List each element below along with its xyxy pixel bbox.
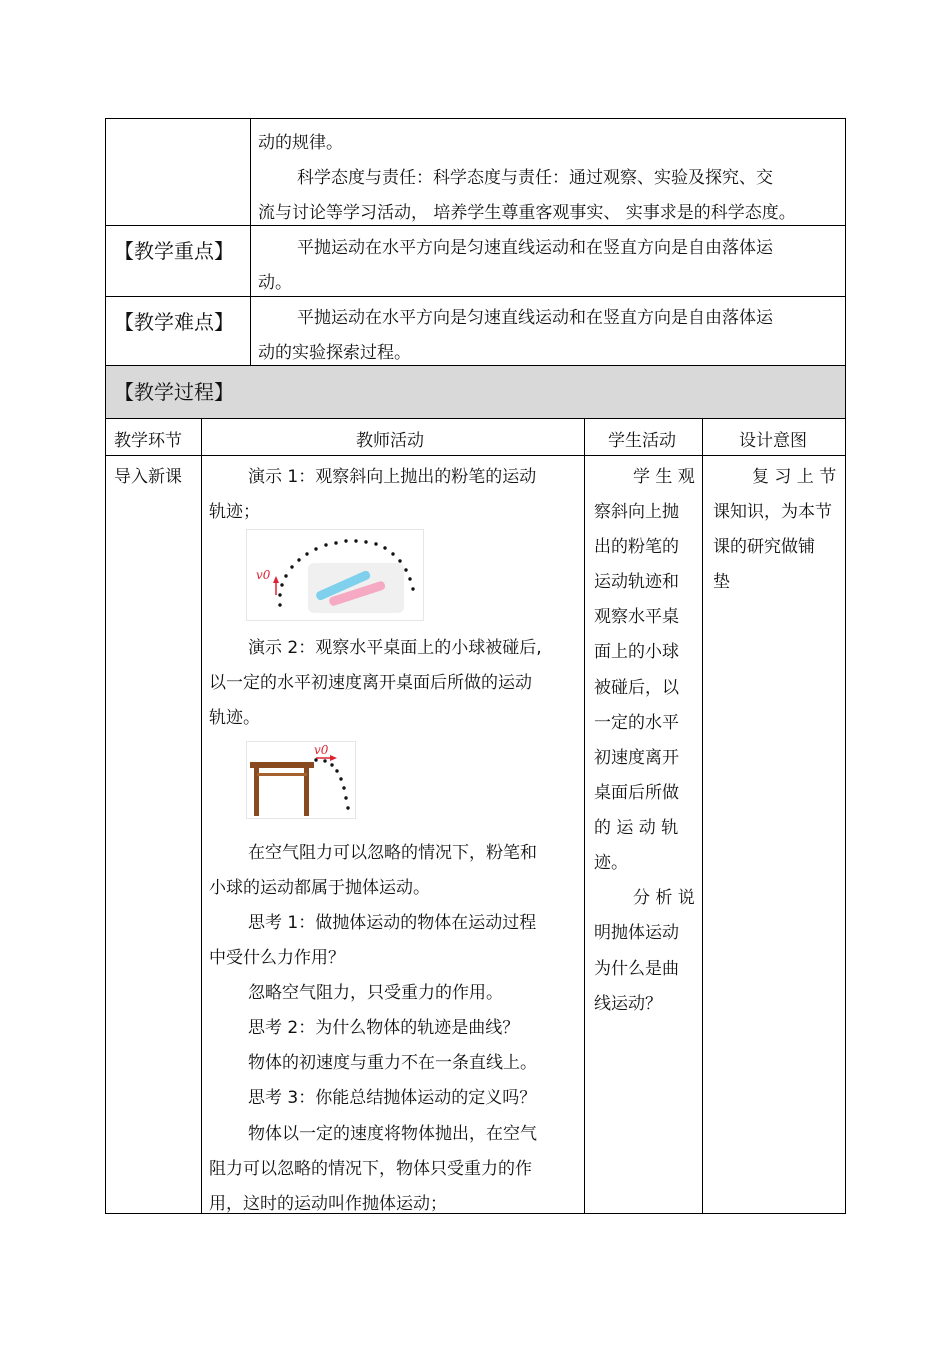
teacher-line: 物体的初速度与重力不在一条直线上。 [248, 1053, 537, 1073]
column-header-intent: 设计意图 [739, 431, 807, 451]
key-points-text: 平抛运动在水平方向是匀速直线运动和在竖直方向是自由落体运 [297, 238, 773, 258]
student-line: 初速度离开 [594, 748, 679, 768]
student-line: 面上的小球 [594, 642, 679, 662]
student-line: 一定的水平 [594, 713, 679, 733]
teacher-line: 演示 2：观察水平桌面上的小球被碰后, [248, 638, 542, 658]
key-points-label: 【教学重点】 [114, 239, 234, 263]
teacher-line: 忽略空气阻力，只受重力的作用。 [248, 983, 503, 1003]
student-line: 分 析 说 [633, 888, 695, 908]
process-label: 【教学过程】 [114, 380, 234, 404]
key-points-text: 动。 [258, 273, 292, 293]
teacher-line: 轨迹； [209, 502, 260, 522]
column-header-teacher: 教师活动 [356, 431, 424, 451]
difficulties-text: 平抛运动在水平方向是匀速直线运动和在竖直方向是自由落体运 [297, 308, 773, 328]
stage-cell: 导入新课 [114, 467, 182, 487]
objective-text-line: 流与讨论等学习活动， 培养学生尊重客观事实、 实事求是的科学态度。 [258, 203, 796, 223]
student-line: 察斜向上抛 [594, 502, 679, 522]
column-header-stage: 教学环节 [114, 431, 182, 451]
student-line: 运动轨迹和 [594, 572, 679, 592]
difficulties-text: 动的实验探索过程。 [258, 343, 411, 363]
intent-line: 垫 [713, 572, 730, 592]
intent-line: 课知识，为本节 [713, 502, 832, 522]
teacher-line: 思考 3：你能总结抛体运动的定义吗？ [248, 1088, 537, 1108]
teacher-line: 小球的运动都属于抛体运动。 [209, 878, 430, 898]
intent-line: 课的研究做铺 [713, 537, 815, 557]
student-line: 明抛体运动 [594, 923, 679, 943]
intent-line: 复 习 上 节 [752, 467, 837, 487]
difficulties-label: 【教学难点】 [114, 310, 234, 334]
student-line: 学 生 观 [633, 467, 695, 487]
student-line: 的 运 动 轨 [594, 818, 679, 838]
student-line: 桌面后所做 [594, 783, 679, 803]
teacher-line: 阻力可以忽略的情况下，物体只受重力的作 [209, 1159, 532, 1179]
objective-text-line: 科学态度与责任：科学态度与责任：通过观察、实验及探究、交 [297, 168, 773, 188]
student-line: 观察水平桌 [594, 607, 679, 627]
table-ball-figure [246, 741, 356, 819]
student-line: 出的粉笔的 [594, 537, 679, 557]
teacher-line: 思考 2：为什么物体的轨迹是曲线？ [248, 1018, 520, 1038]
column-header-student: 学生活动 [608, 431, 676, 451]
student-line: 为什么是曲 [594, 959, 679, 979]
teacher-line: 物体以一定的速度将物体抛出，在空气 [248, 1124, 537, 1144]
student-line: 线运动？ [594, 994, 662, 1014]
student-line: 迹。 [594, 853, 628, 873]
teacher-line: 轨迹。 [209, 708, 260, 728]
velocity-label: v0 [314, 743, 329, 757]
teacher-line: 思考 1：做抛体运动的物体在运动过程 [248, 913, 537, 933]
objective-text-line: 动的规律。 [258, 133, 343, 153]
teacher-line: 演示 1：观察斜向上抛出的粉笔的运动 [248, 467, 537, 487]
chalk-trajectory-figure [246, 529, 424, 621]
student-line: 被碰后，以 [594, 678, 679, 698]
velocity-label: v0 [256, 568, 271, 582]
chalk-box-icon [308, 563, 404, 613]
teacher-line: 以一定的水平初速度离开桌面后所做的运动 [209, 673, 532, 693]
teacher-line: 在空气阻力可以忽略的情况下，粉笔和 [248, 843, 537, 863]
teacher-line: 中受什么力作用？ [209, 948, 345, 968]
teacher-line: 用，这时的运动叫作抛体运动； [209, 1194, 447, 1214]
